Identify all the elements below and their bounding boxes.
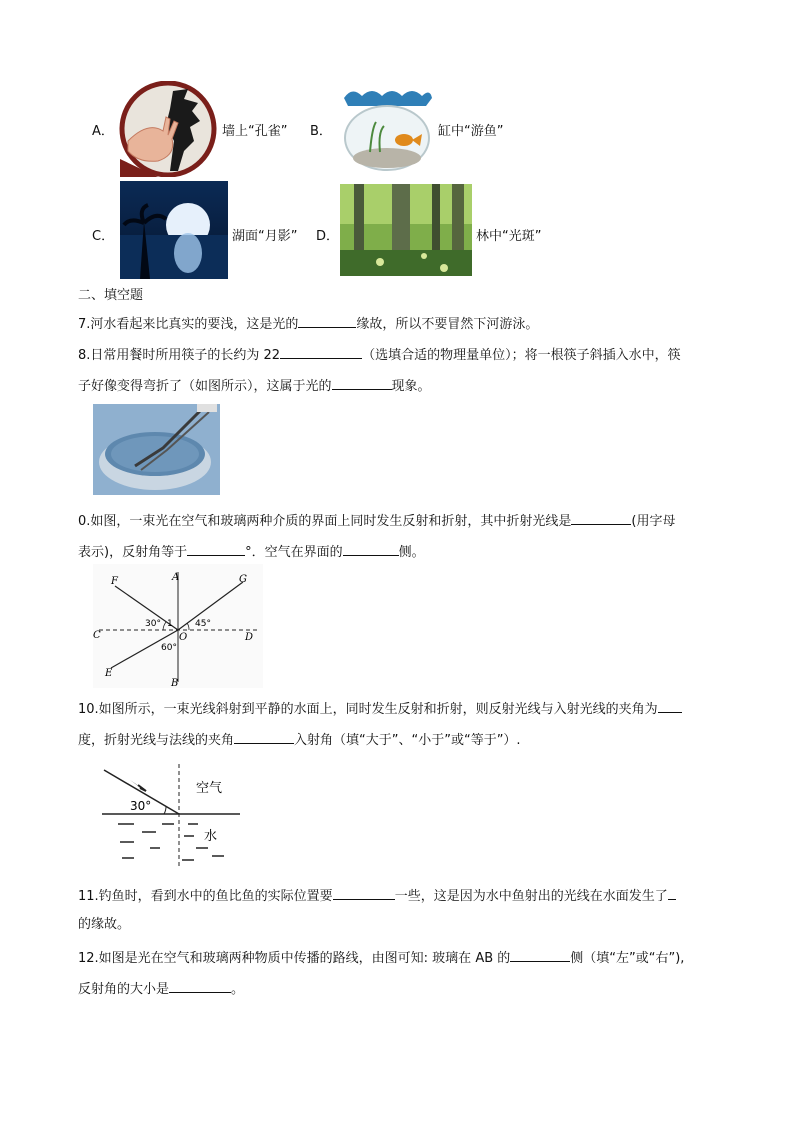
question-12-line-2: 反射角的大小是 。: [78, 978, 244, 999]
label-a: A: [172, 572, 180, 583]
answer-blank[interactable]: [332, 375, 392, 390]
question-11-line-1: 11.钓鱼时，看到水中的鱼比鱼的实际位置要 一些，这是因为水中鱼射出的光线在水面发生了: [78, 885, 676, 906]
answer-blank[interactable]: [510, 947, 570, 962]
answer-blank[interactable]: [571, 510, 631, 525]
label-c: C: [93, 630, 101, 641]
moon-lake-photo: [120, 181, 228, 279]
answer-blank[interactable]: [668, 885, 676, 900]
option-c-caption: 湖面“月影”: [232, 229, 298, 244]
answer-blank[interactable]: [333, 885, 395, 900]
question-9-line-2: 表示)，反射角等于 °．空气在界面的 侧。: [78, 541, 425, 562]
option-a-letter: A．: [92, 124, 114, 139]
shadow-puppet-photo: [118, 81, 218, 177]
label-o: O: [179, 632, 188, 643]
option-d-caption: 林中“光斑”: [476, 229, 542, 244]
forest-light-photo: [340, 184, 472, 276]
angle-1-label: 1: [167, 619, 173, 629]
question-8-line-1: 8.日常用餐时所用筷子的长约为 22 （选填合适的物理量单位）；将一根筷子斜插入水中，筷: [78, 344, 681, 365]
answer-blank[interactable]: [234, 729, 294, 744]
answer-blank[interactable]: [280, 344, 362, 359]
air-label: 空气: [196, 781, 223, 796]
angle-45-label: 45°: [195, 619, 211, 629]
option-c-letter: C．: [92, 229, 115, 244]
chopsticks-in-water-photo: [93, 404, 220, 495]
question-9-line-1: 0.如图，一束光在空气和玻璃两种介质的界面上同时发生反射和折射，其中折射光线是 (用字母: [78, 510, 675, 531]
answer-blank[interactable]: [169, 978, 231, 993]
water-surface-diagram: [100, 762, 250, 870]
question-10-line-1: 10.如图所示，一束光线斜射到平静的水面上，同时发生反射和折射，则反射光线与入射光线的夹角为: [78, 698, 682, 719]
question-7: 7.河水看起来比真实的要浅，这是光的 缘故，所以不要冒然下河游泳。: [78, 313, 538, 334]
angle-30-label: 30°: [145, 619, 161, 629]
answer-blank[interactable]: [187, 541, 245, 556]
label-d: D: [245, 632, 254, 643]
answer-blank[interactable]: [298, 313, 356, 328]
option-b-letter: B．: [310, 124, 332, 139]
reflection-refraction-diagram: [93, 564, 263, 688]
question-11-line-2: 的缘故。: [78, 917, 131, 932]
option-b-caption: 缸中“游鱼”: [438, 124, 504, 139]
label-b: B: [171, 678, 179, 688]
answer-blank[interactable]: [658, 698, 682, 713]
question-10-line-2: 度，折射光线与法线的夹角 入射角（填“大于”、“小于”或“等于”）.: [78, 729, 521, 750]
question-8-line-2: 子好像变得弯折了（如图所示），这属于光的 现象。: [78, 375, 431, 396]
option-d-letter: D．: [316, 229, 340, 244]
question-12-line-1: 12.如图是光在空气和玻璃两种物质中传播的路线，由图可知: 玻璃在 AB 的 侧（填“左”或“右”),: [78, 947, 684, 968]
answer-blank[interactable]: [343, 541, 399, 556]
angle-30-label: 30°: [130, 799, 152, 813]
water-label: 水: [204, 829, 218, 844]
angle-60-label: 60°: [161, 643, 177, 653]
option-a-caption: 墙上“孔雀”: [222, 124, 288, 139]
angle-arc: [164, 806, 166, 814]
label-g: G: [239, 574, 247, 585]
label-f: F: [111, 576, 118, 587]
section-title: 二、填空题: [78, 288, 144, 303]
label-e: E: [105, 668, 113, 679]
fish-bowl-photo: [340, 82, 434, 174]
